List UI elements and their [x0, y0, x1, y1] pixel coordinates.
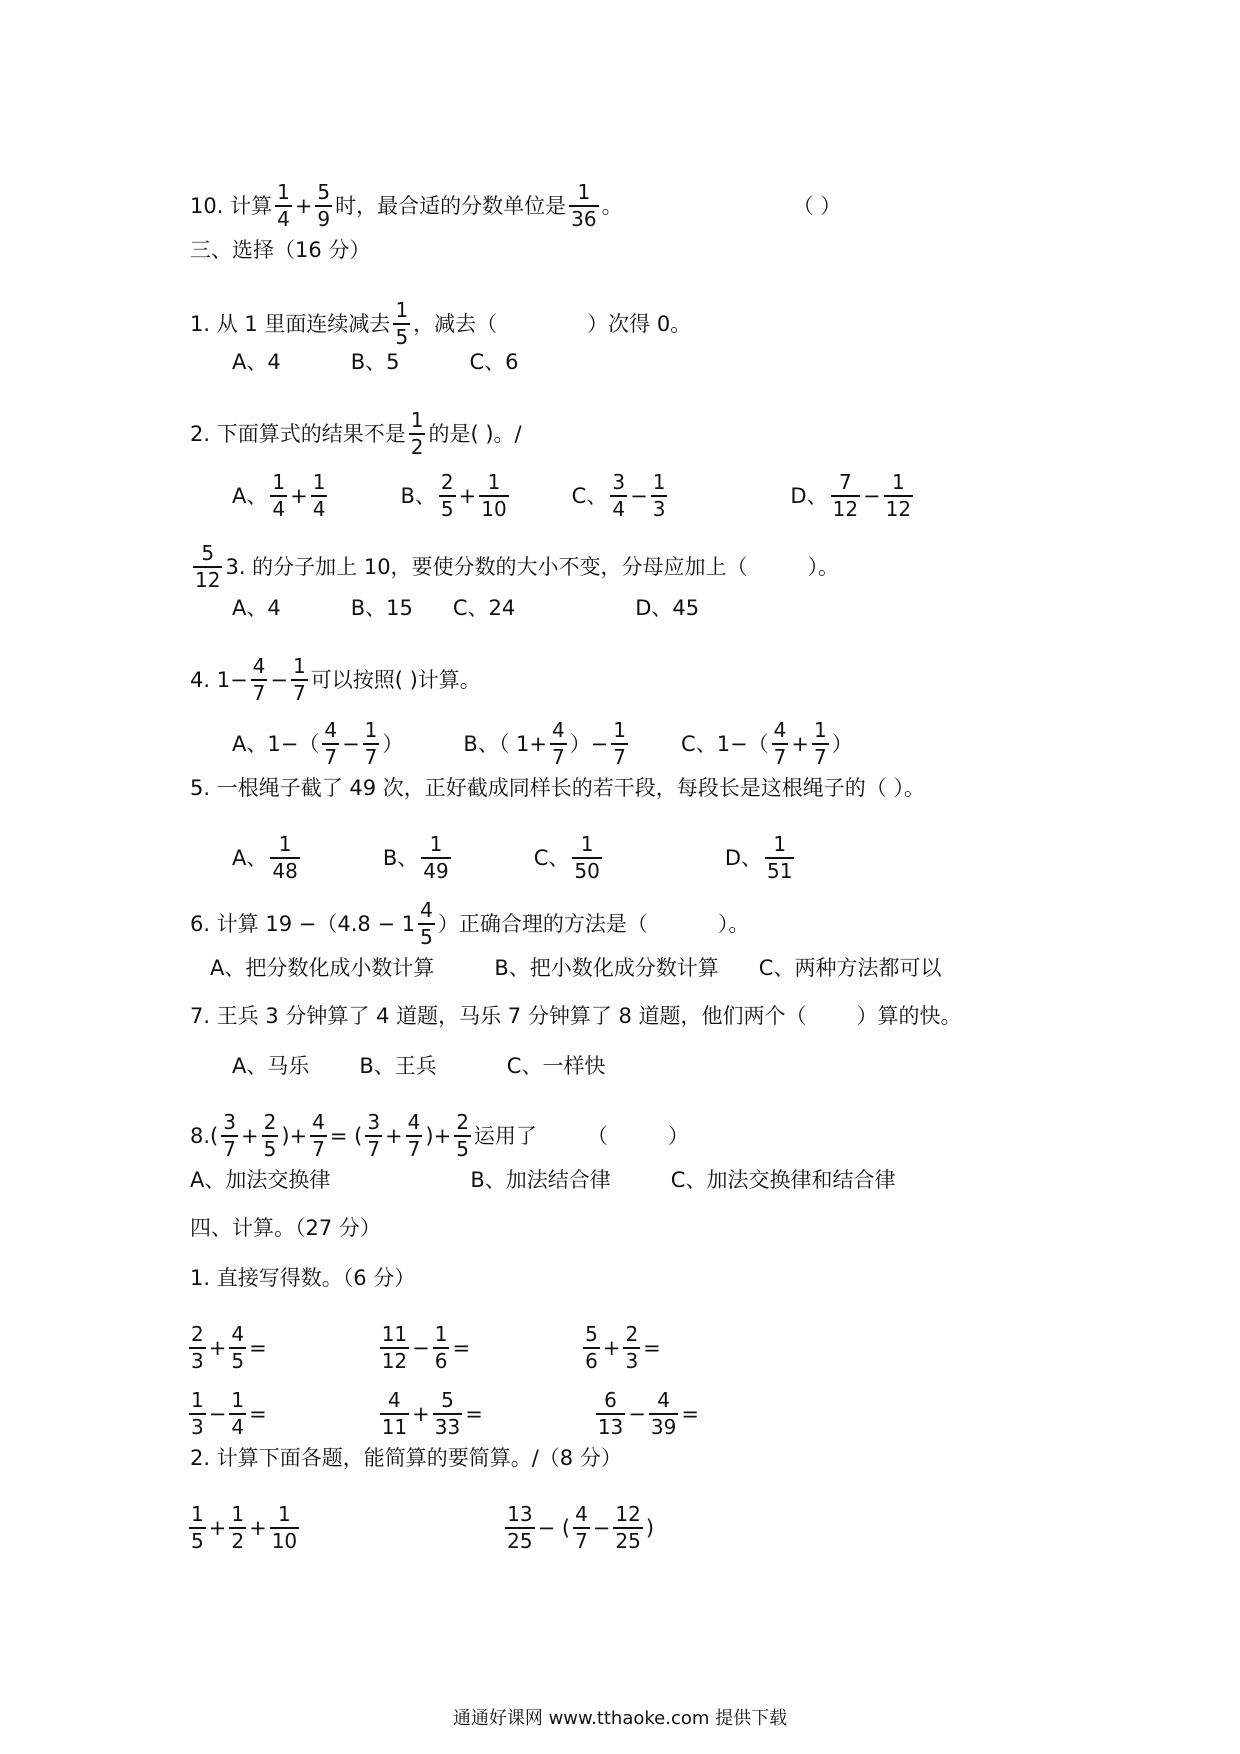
line-c1	[190, 300, 691, 348]
text-segment: A、4	[232, 596, 281, 620]
text-segment: （	[586, 1123, 608, 1148]
fraction-denominator: 7	[575, 1529, 588, 1553]
fraction	[454, 1112, 471, 1160]
fraction-numerator: 1	[410, 408, 424, 432]
text-segment: +	[249, 1515, 267, 1540]
fraction-denominator: 3	[191, 1349, 204, 1373]
text-segment: =	[465, 1401, 483, 1426]
fraction	[765, 834, 794, 882]
line-c5	[190, 778, 925, 799]
fraction-denominator: 7	[407, 1137, 421, 1161]
fraction-numerator: 5	[317, 180, 331, 204]
fraction-numerator: 2	[263, 1110, 277, 1134]
line-k2a	[186, 1504, 654, 1552]
fraction-numerator: 5	[441, 1388, 454, 1412]
text-segment: B、王兵	[359, 1054, 437, 1078]
fraction-numerator: 1	[580, 832, 594, 856]
text-segment: A、1−（	[232, 731, 320, 756]
line-k1b	[186, 1390, 699, 1438]
fraction	[189, 1324, 206, 1372]
text-segment: ）	[382, 731, 404, 756]
fraction	[270, 1504, 299, 1552]
fraction-numerator: 6	[604, 1388, 617, 1412]
fraction-denominator: 13	[597, 1415, 624, 1439]
fraction-numerator: 4	[551, 718, 565, 742]
fraction-numerator: 1	[272, 470, 286, 494]
text-segment: ）	[831, 731, 853, 756]
fraction-numerator: 1	[814, 718, 827, 742]
fraction-denominator: 5	[191, 1529, 204, 1553]
fraction-denominator: 9	[317, 207, 331, 231]
text-segment: ）。	[717, 911, 750, 936]
text-segment: +	[458, 483, 477, 508]
line-c6	[190, 900, 749, 948]
fraction-denominator: 4	[612, 497, 626, 521]
fraction	[569, 182, 598, 230]
fraction-numerator: 4	[420, 898, 433, 922]
fraction	[193, 543, 222, 591]
fraction-numerator: 2	[191, 1322, 204, 1346]
text-segment: +	[208, 1515, 227, 1540]
fraction-denominator: 25	[507, 1529, 533, 1553]
text-segment: ）	[667, 1123, 689, 1148]
fraction-denominator: 5	[420, 925, 433, 949]
fraction	[611, 720, 628, 768]
fraction	[596, 1390, 625, 1438]
fraction	[583, 1324, 600, 1372]
text-segment: −	[592, 1515, 611, 1540]
fraction-denominator: 12	[885, 497, 912, 521]
fraction	[433, 1390, 462, 1438]
fraction-numerator: 1	[293, 654, 306, 678]
fraction	[229, 1504, 246, 1552]
fraction-denominator: 50	[574, 859, 600, 883]
line-c2	[190, 410, 522, 458]
fraction-denominator: 7	[814, 745, 827, 769]
line-sec3	[190, 240, 370, 261]
fraction-numerator: 3	[612, 470, 626, 494]
fraction-numerator: 4	[324, 718, 338, 742]
fraction-numerator: 4	[773, 718, 787, 742]
line-k1a	[186, 1324, 661, 1372]
fraction-denominator: 7	[364, 745, 378, 769]
text-segment: =	[452, 1335, 471, 1360]
text-segment: B、加法结合律	[470, 1168, 611, 1192]
text-segment: B、5	[350, 350, 400, 374]
text-segment: D、	[790, 483, 828, 508]
fraction-numerator: 1	[892, 470, 905, 494]
text-segment: 4. 1−	[190, 667, 248, 692]
fraction	[221, 1112, 238, 1160]
text-segment: 可以按照( )计算。	[310, 667, 481, 692]
fraction-numerator: 1	[577, 180, 591, 204]
text-segment: 1. 从 1 里面连续减去	[190, 311, 391, 336]
fraction-denominator: 3	[625, 1349, 639, 1373]
line-c7	[190, 1006, 962, 1027]
text-segment: +	[412, 1401, 430, 1426]
line-c5o	[232, 834, 797, 882]
fraction	[439, 472, 456, 520]
text-segment: −	[863, 483, 881, 508]
text-segment: 运用了	[473, 1123, 537, 1148]
fraction-numerator: 1	[652, 470, 666, 494]
fraction-numerator: 1	[395, 298, 409, 322]
fraction	[572, 834, 601, 882]
fraction-denominator: 2	[410, 435, 424, 459]
text-segment: −	[630, 483, 648, 508]
text-segment: 三、选择（16 分）	[190, 238, 371, 262]
text-segment: 10. 计算	[190, 193, 273, 218]
fraction	[291, 656, 308, 704]
text-segment: A、	[232, 845, 268, 870]
fraction	[623, 1324, 640, 1372]
text-segment: 的是( )。/	[428, 421, 522, 446]
text-segment: 。	[601, 193, 623, 218]
text-segment: +	[240, 1123, 259, 1148]
footer-credit	[0, 1710, 1240, 1728]
text-segment: +	[791, 731, 809, 756]
fraction-numerator: 13	[507, 1502, 533, 1526]
text-segment: 6. 计算 19 −（4.8 − 1	[190, 911, 416, 936]
line-c8	[190, 1112, 689, 1160]
fraction-numerator: 4	[312, 1110, 325, 1134]
text-segment: 3. 的分子加上 10，要使分数的大小不变，分母应加上（	[225, 554, 748, 579]
fraction	[550, 720, 567, 768]
fraction	[380, 1390, 409, 1438]
fraction-numerator: 1	[434, 1322, 448, 1346]
text-segment: +	[385, 1123, 403, 1148]
fraction-denominator: 6	[434, 1349, 448, 1373]
fraction-numerator: 11	[381, 1322, 408, 1346]
fraction-numerator: 4	[575, 1502, 588, 1526]
line-c4	[190, 656, 481, 704]
fraction-numerator: 4	[252, 654, 266, 678]
fraction-numerator: 1	[364, 718, 378, 742]
text-segment: B、（ 1+	[463, 731, 547, 756]
footer-text: 通通好课网 www.tthaoke.com 提供下载	[452, 1708, 788, 1729]
line-k1	[190, 1268, 415, 1289]
text-segment: )	[645, 1515, 655, 1540]
line-c7o	[232, 1056, 605, 1077]
text-segment: C、1−（	[681, 731, 769, 756]
fraction	[270, 834, 299, 882]
text-segment: =	[249, 1335, 267, 1360]
fraction-denominator: 5	[231, 1349, 245, 1373]
fraction-numerator: 4	[657, 1388, 670, 1412]
fraction	[365, 1112, 382, 1160]
fraction-denominator: 7	[613, 745, 627, 769]
fraction	[831, 472, 860, 520]
text-segment: A、马乐	[232, 1054, 310, 1078]
text-segment: B、15	[350, 596, 413, 620]
line-c3	[190, 543, 839, 591]
text-segment: C、一样快	[506, 1054, 606, 1078]
fraction-denominator: 49	[423, 859, 449, 883]
line-c2o	[232, 472, 916, 520]
fraction	[311, 472, 328, 520]
text-segment: =	[249, 1401, 267, 1426]
fraction	[251, 656, 268, 704]
fraction	[322, 720, 339, 768]
fraction-numerator: 1	[191, 1388, 204, 1412]
text-segment: （ ）	[792, 193, 842, 218]
text-segment: = (	[329, 1123, 363, 1148]
fraction-numerator: 1	[277, 180, 290, 204]
line-c6o	[210, 958, 941, 979]
fraction	[409, 410, 426, 458]
text-segment: C、	[571, 483, 608, 508]
text-segment: +	[602, 1335, 621, 1360]
fraction	[884, 472, 913, 520]
text-segment: C、24	[452, 596, 516, 620]
fraction-denominator: 7	[252, 681, 266, 705]
text-segment: B、把小数化成分数计算	[494, 956, 719, 980]
text-segment: ，减去（	[413, 311, 498, 336]
text-segment: ）。	[807, 554, 840, 579]
fraction	[270, 472, 287, 520]
fraction	[393, 300, 410, 348]
fraction-numerator: 1	[312, 470, 326, 494]
line-c4o	[232, 720, 853, 768]
fraction-numerator: 1	[613, 718, 627, 742]
fraction-denominator: 5	[456, 1137, 469, 1161]
fraction-numerator: 12	[615, 1502, 641, 1526]
text-segment: 2. 下面算式的结果不是	[190, 421, 406, 446]
text-segment: 四、计算。（27 分）	[190, 1216, 381, 1240]
text-segment: B、	[382, 845, 419, 870]
fraction	[812, 720, 829, 768]
fraction	[651, 472, 668, 520]
text-segment: 5. 一根绳子截了 49 次，正好截成同样长的若干段，每段长是这根绳子的（ ）。	[190, 776, 925, 800]
text-segment: −	[208, 1401, 227, 1426]
fraction	[229, 1324, 246, 1372]
fraction-denominator: 39	[650, 1415, 677, 1439]
fraction-denominator: 7	[367, 1137, 381, 1161]
fraction	[421, 834, 450, 882]
text-segment: A、	[232, 483, 268, 508]
fraction	[275, 182, 292, 230]
text-segment: A、4	[232, 350, 281, 374]
fraction	[418, 900, 435, 948]
text-segment: 时，最合适的分数单位是	[335, 193, 567, 218]
text-segment: −	[412, 1335, 430, 1360]
fraction-denominator: 10	[481, 497, 507, 521]
fraction-numerator: 1	[191, 1502, 204, 1526]
fraction-numerator: 1	[773, 832, 787, 856]
line-sec4	[190, 1218, 381, 1239]
fraction-denominator: 7	[551, 745, 565, 769]
fraction-numerator: 5	[201, 541, 215, 565]
text-segment: C、6	[469, 350, 519, 374]
text-segment: 2. 计算下面各题，能简算的要简算。/（8 分）	[190, 1446, 622, 1470]
fraction	[479, 472, 508, 520]
text-segment: ）算的快。	[856, 1004, 962, 1028]
line-c8o	[190, 1170, 895, 1191]
fraction-numerator: 1	[231, 1502, 245, 1526]
fraction-denominator: 5	[395, 325, 409, 349]
fraction-numerator: 3	[367, 1110, 381, 1134]
fraction-numerator: 5	[585, 1322, 598, 1346]
fraction	[229, 1390, 246, 1438]
fraction-denominator: 33	[434, 1415, 461, 1439]
fraction-denominator: 4	[231, 1415, 245, 1439]
text-segment: 7. 王兵 3 分钟算了 4 道题，马乐 7 分钟算了 8 道题，他们两个（	[190, 1004, 807, 1028]
text-segment: A、加法交换律	[190, 1168, 331, 1192]
fraction	[310, 1112, 327, 1160]
fraction-numerator: 1	[278, 1502, 291, 1526]
fraction-denominator: 6	[585, 1349, 598, 1373]
fraction-numerator: 1	[487, 470, 501, 494]
text-segment: −	[628, 1401, 646, 1426]
fraction-numerator: 1	[278, 832, 292, 856]
text-segment: −	[342, 731, 360, 756]
fraction	[380, 1324, 409, 1372]
text-segment: − (	[537, 1515, 571, 1540]
text-segment: 1. 直接写得数。（6 分）	[190, 1266, 416, 1290]
fraction-numerator: 1	[429, 832, 443, 856]
fraction	[433, 1324, 450, 1372]
fraction-numerator: 4	[407, 1110, 421, 1134]
text-segment: D、45	[635, 596, 700, 620]
text-segment: ）−	[569, 731, 609, 756]
fraction	[406, 1112, 423, 1160]
line-c3o	[232, 598, 699, 619]
fraction-denominator: 7	[324, 745, 338, 769]
text-segment: ）正确合理的方法是（	[437, 911, 648, 936]
fraction-denominator: 5	[263, 1137, 277, 1161]
text-segment: C、两种方法都可以	[758, 956, 942, 980]
text-segment: +	[294, 193, 313, 218]
fraction-denominator: 12	[832, 497, 859, 521]
text-segment: D、	[724, 845, 762, 870]
fraction-numerator: 4	[231, 1322, 245, 1346]
fraction-numerator: 4	[388, 1388, 401, 1412]
fraction-numerator: 7	[838, 470, 852, 494]
fraction-numerator: 3	[223, 1110, 236, 1134]
fraction-denominator: 36	[571, 207, 597, 231]
fraction-denominator: 3	[191, 1415, 204, 1439]
fraction-denominator: 4	[272, 497, 286, 521]
text-segment: +	[290, 483, 308, 508]
fraction-denominator: 5	[440, 497, 454, 521]
fraction-numerator: 2	[440, 470, 454, 494]
text-segment: A、把分数化成小数计算	[210, 956, 435, 980]
fraction	[772, 720, 789, 768]
fraction-denominator: 25	[615, 1529, 641, 1553]
fraction	[613, 1504, 642, 1552]
text-segment: +	[208, 1335, 227, 1360]
fraction-denominator: 11	[381, 1415, 408, 1439]
fraction-denominator: 48	[272, 859, 298, 883]
fraction-denominator: 4	[312, 497, 326, 521]
fraction-denominator: 12	[195, 568, 221, 592]
text-segment: C、	[533, 845, 570, 870]
fraction-numerator: 2	[456, 1110, 469, 1134]
fraction	[189, 1504, 206, 1552]
fraction	[610, 472, 627, 520]
text-segment: 8.(	[190, 1123, 219, 1148]
fraction	[315, 182, 332, 230]
text-segment: ）次得 0。	[587, 311, 692, 336]
fraction-denominator: 4	[277, 207, 290, 231]
text-segment: B、	[400, 483, 436, 508]
line-q10	[190, 182, 841, 230]
fraction-denominator: 10	[271, 1529, 298, 1553]
text-segment: =	[643, 1335, 661, 1360]
text-segment: )+	[281, 1123, 308, 1148]
text-segment: −	[270, 667, 289, 692]
fraction-numerator: 1	[231, 1388, 245, 1412]
fraction-denominator: 7	[223, 1137, 236, 1161]
fraction-denominator: 7	[773, 745, 787, 769]
fraction	[363, 720, 380, 768]
line-c1o	[232, 352, 519, 373]
fraction-denominator: 3	[652, 497, 666, 521]
text-segment: )+	[425, 1123, 452, 1148]
fraction	[262, 1112, 279, 1160]
fraction	[649, 1390, 678, 1438]
fraction-denominator: 2	[231, 1529, 245, 1553]
fraction	[573, 1504, 590, 1552]
fraction-denominator: 51	[767, 859, 793, 883]
text-segment: C、加法交换律和结合律	[670, 1168, 896, 1192]
fraction	[505, 1504, 534, 1552]
fraction-denominator: 12	[381, 1349, 408, 1373]
fraction	[189, 1390, 206, 1438]
text-segment: =	[681, 1401, 699, 1426]
fraction-denominator: 7	[312, 1137, 325, 1161]
line-k2	[190, 1448, 622, 1469]
fraction-denominator: 7	[293, 681, 306, 705]
fraction-numerator: 2	[625, 1322, 639, 1346]
